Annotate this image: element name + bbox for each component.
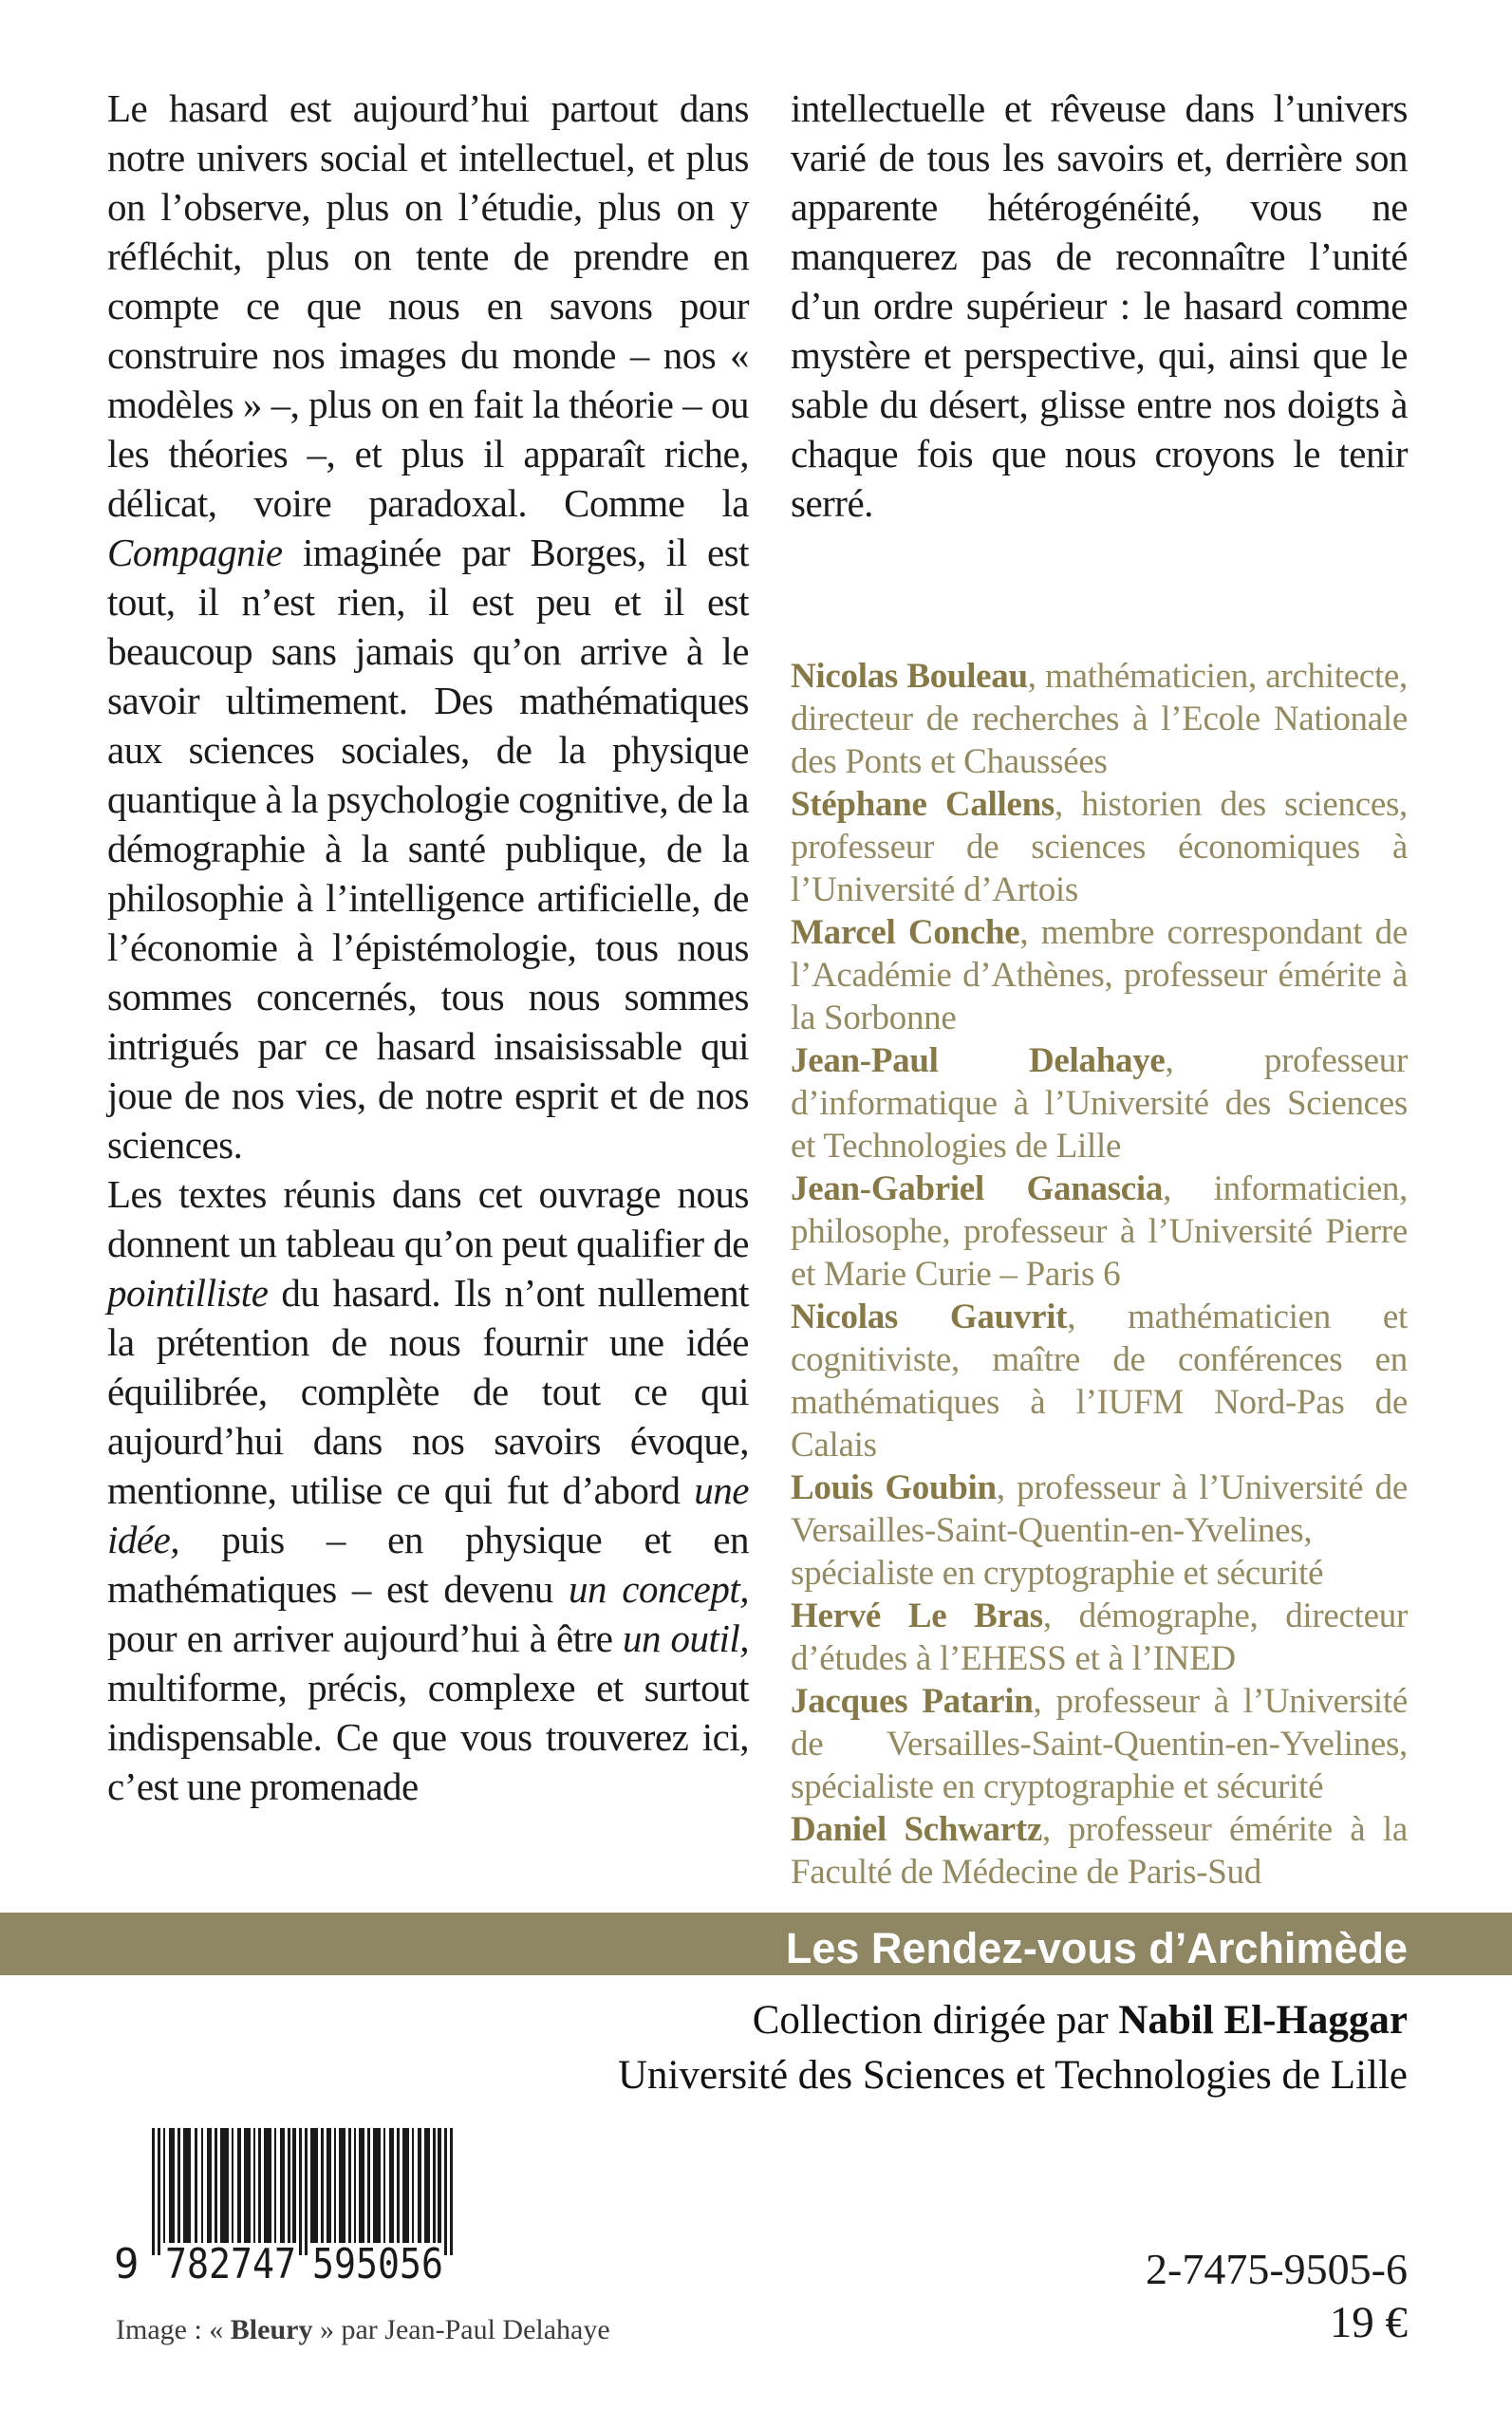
text-segment: Le hasard est aujourd’hui partout dans notre univers social et intellectuel, et plus on l’observe, plus on l’étudie, plus on y réfléchit, plus on tente de prendre en compte ce que nous en savons pour construire nos images du monde – nos « modèles » –, plus on en fait la théorie – ou les théories –, et plus il apparaît riche, délicat, voire paradoxal. Comme la <box>107 86 749 525</box>
collection-prefix: Collection dirigée par <box>752 1998 1119 2043</box>
contributor-entry <box>791 1039 1408 1167</box>
contributor-description: , professeur d’informatique à l’Université des Sciences et Technologies de Lille <box>791 1041 1408 1166</box>
barcode-lead-digit: 9 <box>114 2240 140 2282</box>
italic-segment: Compagnie <box>107 531 283 574</box>
collection-director-line <box>618 1993 1408 2048</box>
contributor-name: Nicolas Gauvrit <box>791 1298 1068 1336</box>
collection-banner-title: Les Rendez-vous d’Archimède <box>785 1923 1408 1972</box>
text-segment: multiforme, précis, complexe et surtout indispensable. Ce que vous trouverez ici, c’est une promenade <box>107 1666 749 1808</box>
collection-credits <box>618 1993 1408 2103</box>
contributor-description: , membre correspondant de l’Académie d’Athènes, professeur émérite à la Sorbonne <box>791 913 1408 1037</box>
text-segment: pour en arriver aujourd’hui à être <box>107 1616 623 1660</box>
italic-segment: une idée, <box>107 1468 749 1561</box>
contributor-entry <box>791 1680 1408 1808</box>
left-text-column <box>107 84 749 1811</box>
collection-director-name: Nabil El-Haggar <box>1118 1998 1408 2043</box>
contributor-description: , mathématicien, architecte, directeur de recherches à l’Ecole Nationale des Ponts et Chaussées <box>791 657 1409 781</box>
italic-segment: un outil, <box>622 1616 749 1660</box>
contributor-entry <box>791 1595 1408 1680</box>
barcode-digit-group-1: 782747 <box>165 2240 296 2282</box>
italic-segment: un concept, <box>569 1567 749 1611</box>
contributor-description: , professeur émérite à la Faculté de Médecine de Paris-Sud <box>791 1810 1408 1892</box>
collection-university-line: Université des Sciences et Technologies de Lille <box>617 2053 1408 2098</box>
contributor-name: Hervé Le Bras <box>791 1597 1043 1635</box>
contributor-name: Louis Goubin <box>791 1468 997 1507</box>
credit-prefix: Image : « <box>116 2314 231 2345</box>
contributor-description: , démographe, directeur d’études à l’EHESS et à l’INED <box>791 1597 1408 1678</box>
contributor-entry <box>791 655 1408 783</box>
contributor-description: , historien des sciences, professeur de sciences économiques à l’Université d’Artois <box>791 785 1408 909</box>
contributor-description: , professeur à l’Université de Versailles-Saint-Quentin-en-Yvelines, spécialiste en cryptographie et sécurité <box>791 1682 1409 1806</box>
paragraph-3-continuation: intellectuelle et rêveuse dans l’univers varié de tous les savoirs et, derrière son apparente hétérogénéité, vous ne manquerez pas de reconnaître l’unité d’un ordre supérieur : le hasard comme mystère et perspective, qui, ainsi que le sable du désert, glisse entre nos doigts à chaque fois que nous croyons le tenir serré. <box>791 86 1408 525</box>
contributor-description: , professeur à l’Université de Versailles-Saint-Quentin-en-Yvelines, spécialiste en cryptographie et sécurité <box>791 1468 1408 1593</box>
contributor-name: Marcel Conche <box>791 913 1020 952</box>
text-segment: imaginée par Borges, il est tout, il n’est rien, il est peu et il est beaucoup sans jamais qu’on arrive à le savoir ultimement. Des mathématiques aux sciences sociales, de la physique quantique à la psychologie cognitive, de la démographie à la santé publique, de la philosophie à l’intelligence artificielle, de l’économie à l’épistémologie, tous nous sommes concernés, tous nous sommes intrigués par ce hasard insaisissable qui joue de nos vies, de notre esprit et de nos sciences. <box>107 531 749 1167</box>
contributor-name: Jean-Gabriel Ganascia <box>791 1169 1164 1208</box>
contributor-entry <box>791 783 1408 911</box>
price: 19 € <box>1329 2298 1408 2347</box>
credit-image-title: Bleury <box>230 2314 313 2345</box>
barcode-digit-group-2: 595056 <box>312 2240 443 2282</box>
isbn-number: 2-7475-9505-6 <box>1146 2245 1408 2293</box>
collection-banner-band <box>0 1913 1512 1975</box>
contributor-entry <box>791 1466 1408 1595</box>
contributor-entry <box>791 1296 1408 1466</box>
contributor-description: , informaticien, philosophe, professeur à l’Université Pierre et Marie Curie – Paris 6 <box>791 1169 1408 1294</box>
paragraph-1 <box>107 84 749 1169</box>
right-text-column <box>791 84 1408 528</box>
contributor-name: Nicolas Bouleau <box>791 657 1028 696</box>
contributor-entry <box>791 1808 1408 1894</box>
text-segment: puis – en physique et en mathématiques – est devenu <box>107 1518 749 1611</box>
contributor-name: Stéphane Callens <box>791 785 1055 824</box>
barcode-bars <box>152 2128 453 2255</box>
italic-segment: pointilliste <box>107 1271 269 1315</box>
barcode-graphic <box>112 2128 454 2282</box>
contributor-name: Jacques Patarin <box>791 1682 1034 1721</box>
paragraph-2 <box>107 1169 749 1811</box>
contributor-name: Jean-Paul Delahaye <box>791 1041 1166 1080</box>
text-segment: Les textes réunis dans cet ouvrage nous donnent un tableau qu’on peut qualifier de <box>107 1172 749 1265</box>
text-segment: du hasard. Ils n’ont nullement la prétention de nous fournir une idée équilibrée, complète de tout ce qui aujourd’hui dans nos savoirs évoque, mentionne, utilise ce qui fut d’abord <box>107 1271 749 1512</box>
ean13-barcode <box>112 2128 454 2287</box>
contributors-list <box>791 655 1408 1894</box>
cover-image-credit <box>116 2314 610 2346</box>
contributor-name: Daniel Schwartz <box>791 1810 1043 1849</box>
contributor-entry <box>791 911 1408 1039</box>
contributor-description: , mathématicien et cognitiviste, maître de conférences en mathématiques à l’IUFM Nord-Pas de Calais <box>791 1298 1409 1465</box>
contributor-entry <box>791 1167 1408 1296</box>
credit-suffix: » par Jean-Paul Delahaye <box>312 2314 610 2345</box>
